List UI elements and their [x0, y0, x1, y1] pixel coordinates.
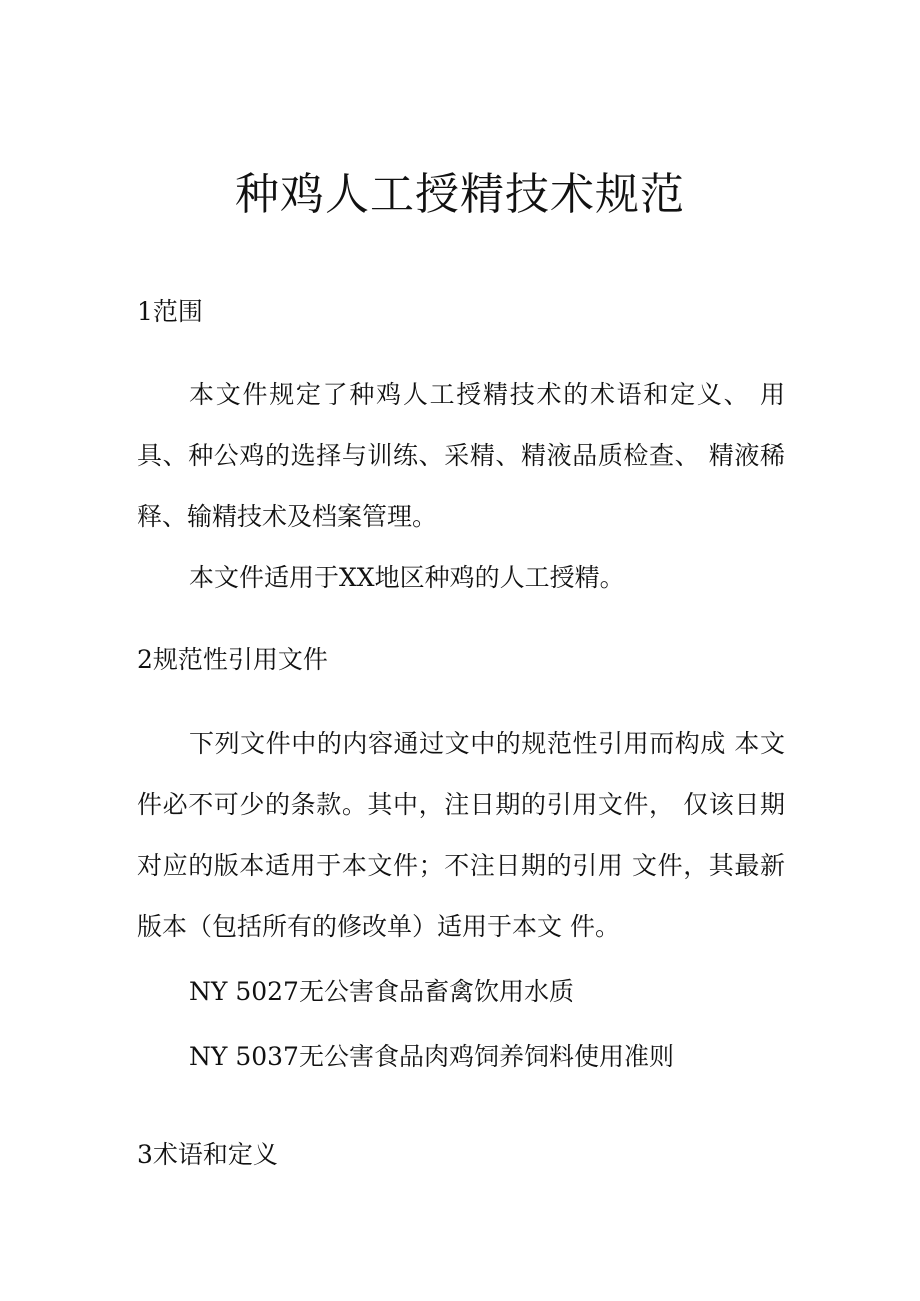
section-heading-scope: 1范围 — [137, 297, 203, 326]
document-title: 种鸡人工授精技术规范 — [235, 169, 685, 220]
scope-paragraph-1: 本文件规定了种鸡人工授精技术的术语和定义、 用具、种公鸡的选择与训练、采精、精液品质检查、 精液稀释、输精技术及档案管理。 — [137, 380, 785, 531]
section-heading-normative-references: 2规范性引用文件 — [137, 645, 328, 674]
reference-item-ny5027: NY 5027无公害食品畜禽饮用水质 — [189, 977, 574, 1006]
scope-paragraph-2: 本文件适用于XX地区种鸡的人工授精。 — [189, 563, 625, 592]
section-heading-terms-definitions: 3术语和定义 — [137, 1140, 278, 1169]
references-paragraph: 下列文件中的内容通过文中的规范性引用而构成 本文件必不可少的条款。其中，注日期的引用文件， 仅该日期对应的版本适用于本文件；不注日期的引用 文件，其最新版本（包括所有的修改单）适用于本文 件。 — [137, 729, 785, 941]
reference-item-ny5037: NY 5037无公害食品肉鸡饲养饲料使用准则 — [189, 1042, 674, 1071]
